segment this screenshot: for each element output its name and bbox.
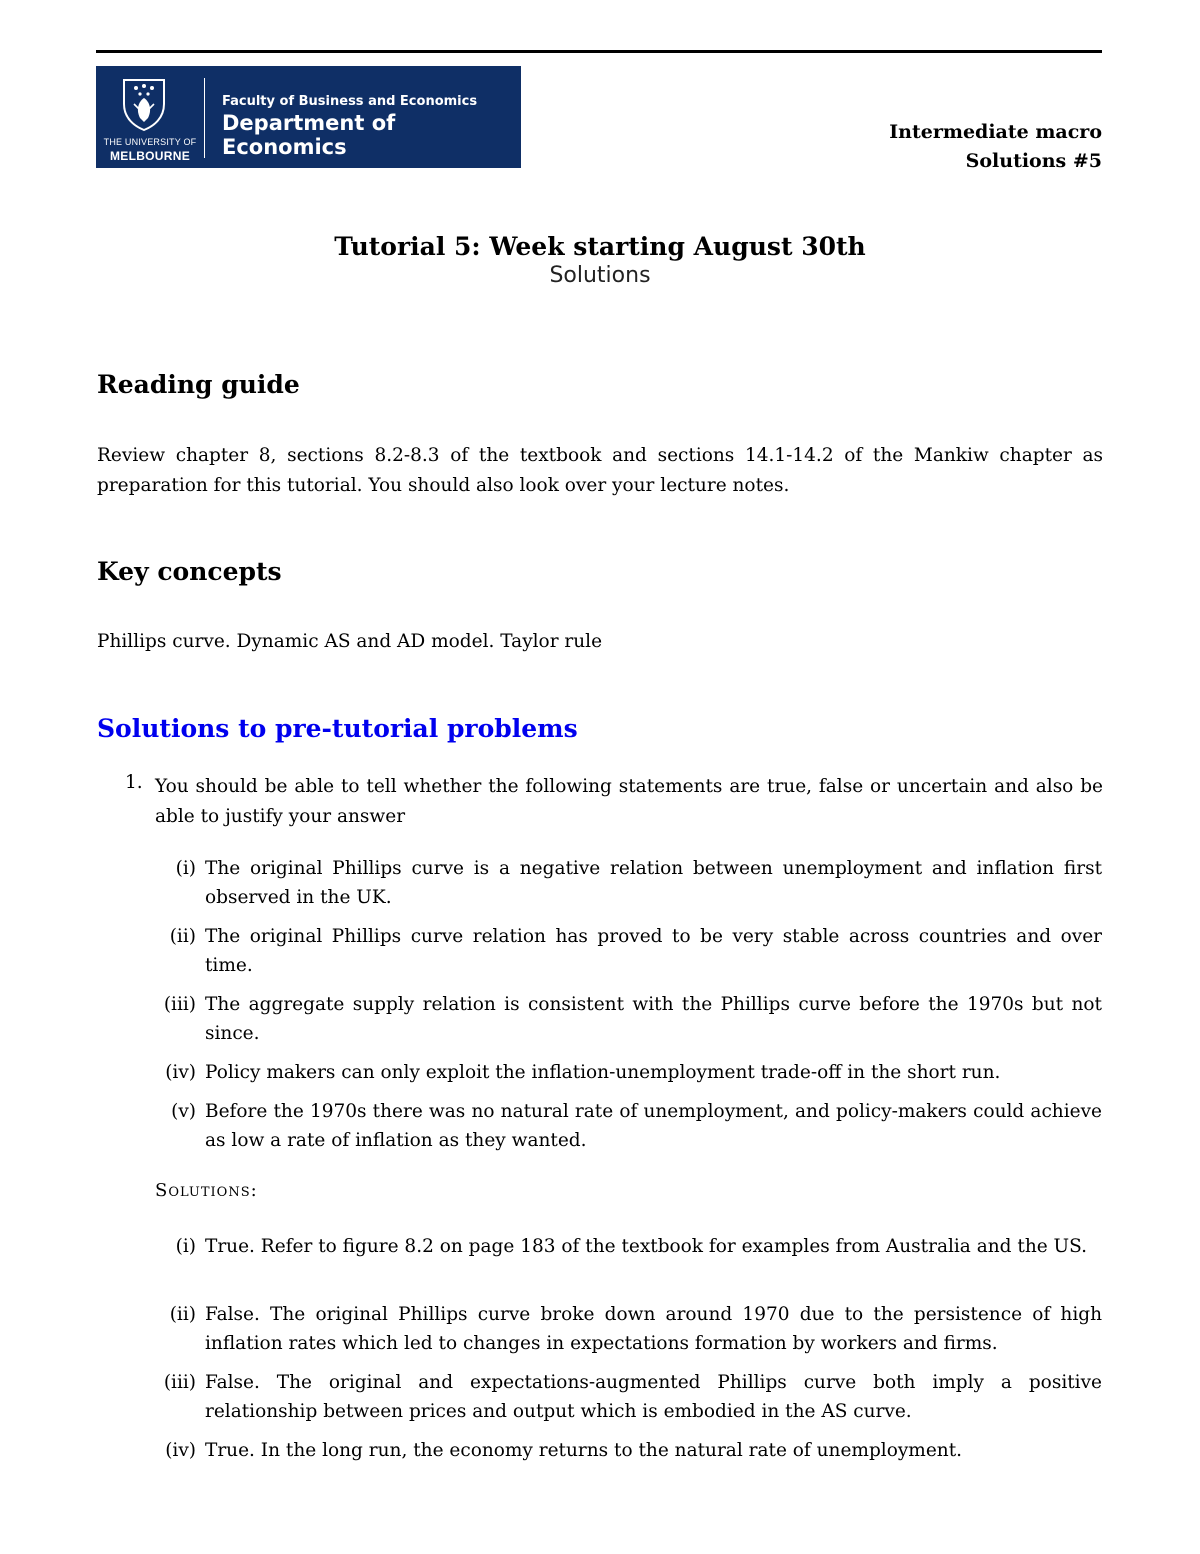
problem-text: You should be able to tell whether the following statements are true, false or uncertain and also be able to justify your answer bbox=[155, 776, 1103, 827]
answer-marker: (iv) bbox=[165, 1440, 196, 1461]
statement-text: The original Phillips curve relation has proved to be very stable across countries and over time. bbox=[205, 926, 1102, 976]
university-name-line1: THE UNIVERSITY OF bbox=[103, 137, 197, 147]
answer-text: True. Refer to figure 8.2 on page 183 of the textbook for examples from Australia and the US. bbox=[205, 1236, 1088, 1257]
problem-number: 1. bbox=[125, 772, 143, 793]
document-label: Solutions #5 bbox=[965, 150, 1102, 172]
university-name-line2: MELBOURNE bbox=[109, 149, 191, 163]
solutions-section-heading: Solutions to pre-tutorial problems bbox=[97, 714, 578, 743]
top-rule bbox=[96, 50, 1102, 53]
statement-text: The original Phillips curve is a negative relation between unemployment and inflation first observed in the UK. bbox=[205, 858, 1102, 908]
header-course-info bbox=[889, 118, 1102, 176]
answer-marker: (iii) bbox=[163, 1372, 196, 1393]
answer-text: True. In the long run, the economy returns to the natural rate of unemployment. bbox=[205, 1440, 963, 1461]
key-concepts-text: Phillips curve. Dynamic AS and AD model. Taylor rule bbox=[97, 631, 603, 652]
university-crest-icon bbox=[114, 74, 174, 134]
key-concepts-heading: Key concepts bbox=[97, 557, 282, 586]
reading-guide-heading: Reading guide bbox=[97, 370, 300, 399]
course-name: Intermediate macro bbox=[889, 121, 1102, 143]
logo-divider bbox=[204, 78, 205, 158]
university-logo bbox=[96, 66, 521, 168]
statement-marker: (iv) bbox=[165, 1062, 196, 1083]
answer-text: False. The original Phillips curve broke down around 1970 due to the persistence of high inflation rates which led to changes in expectations formation by workers and firms. bbox=[205, 1304, 1102, 1354]
answer-marker: (ii) bbox=[169, 1304, 196, 1325]
statement-text: Policy makers can only exploit the inflation-unemployment trade-off in the short run. bbox=[205, 1062, 1001, 1083]
statement-marker: (ii) bbox=[169, 926, 196, 947]
statement-marker: (v) bbox=[171, 1101, 196, 1122]
answer-text: False. The original and expectations-augmented Phillips curve both imply a positive relationship between prices and output which is embodied in the AS curve. bbox=[205, 1372, 1102, 1422]
statement-text: Before the 1970s there was no natural rate of unemployment, and policy-makers could achieve as low a rate of inflation as they wanted. bbox=[205, 1101, 1102, 1151]
department-name: Department of Economics bbox=[222, 111, 396, 159]
page-subtitle: Solutions bbox=[549, 263, 651, 288]
reading-guide-text: Review chapter 8, sections 8.2-8.3 of the textbook and sections 14.1-14.2 of the Mankiw chapter as preparation for this tutorial. You should also look over your lecture notes. bbox=[97, 445, 1103, 496]
faculty-name: Faculty of Business and Economics bbox=[222, 94, 478, 109]
statement-marker: (i) bbox=[175, 858, 196, 879]
statement-marker: (iii) bbox=[163, 994, 196, 1015]
solutions-label: Solutions: bbox=[155, 1180, 258, 1201]
statement-text: The aggregate supply relation is consistent with the Phillips curve before the 1970s but not since. bbox=[205, 994, 1102, 1044]
answer-marker: (i) bbox=[175, 1236, 196, 1257]
page-title: Tutorial 5: Week starting August 30th bbox=[334, 232, 866, 261]
